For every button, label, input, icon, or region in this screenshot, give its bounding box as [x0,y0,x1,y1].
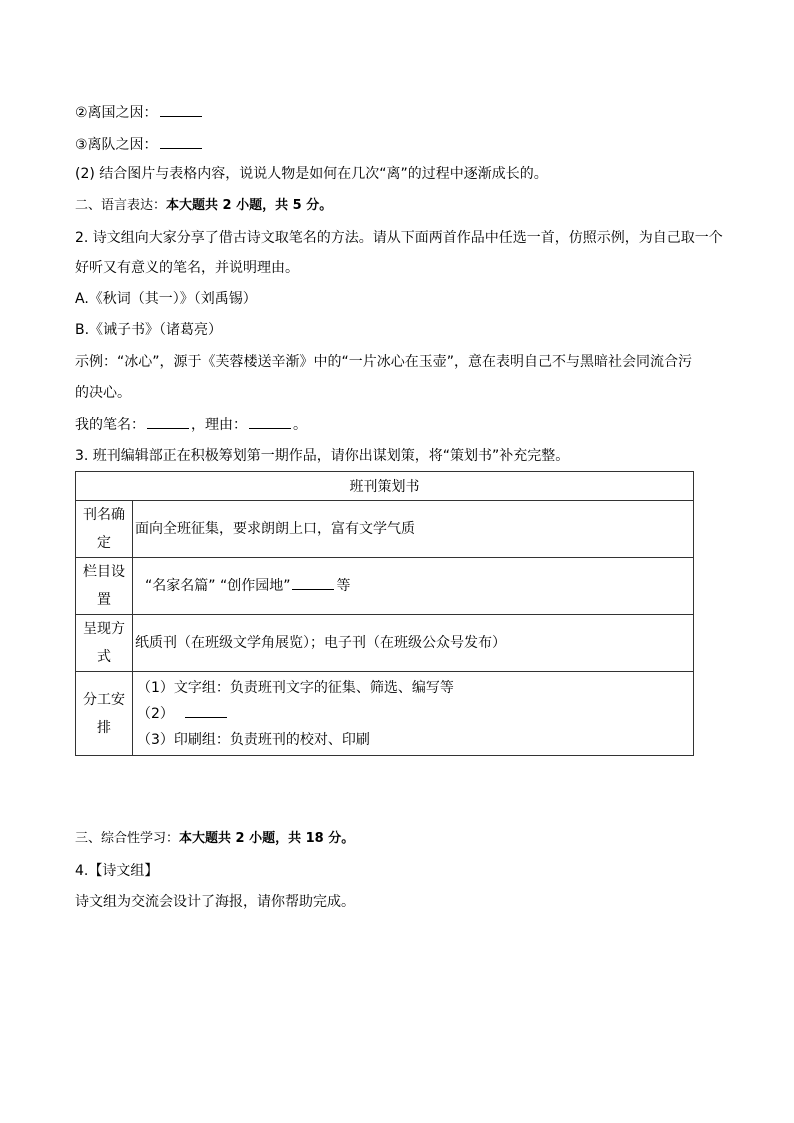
table-row [76,672,694,756]
section3-title-prefix: 三、综合性学习： [75,831,180,846]
division-blank[interactable] [185,703,227,718]
q2-example-line1: 示例：“冰心”，源于《芙蓉楼送辛渐》中的“一片冰心在玉壶”，意在表明自己不与黑暗社会同流合污 [75,354,693,370]
section2-title [75,196,332,216]
answer-blank[interactable] [160,102,202,117]
table-row [76,615,694,672]
plan-table [75,471,694,756]
reason-label: ，理由： [191,417,247,433]
pen-name-label: 我的笔名： [75,417,145,433]
row-label: 栏目设 置 [76,558,133,615]
q2-option-b: B.《诫子书》（诸葛亮） [75,322,223,338]
section2-title-bold: 本大题共 2 小题，共 5 分。 [166,198,333,213]
section3-title-bold: 本大题共 2 小题，共 18 分。 [179,831,355,846]
row-label: 呈现方 式 [76,615,133,672]
q1-sub2: (2) 结合图片与表格内容，说说人物是如何在几次“离”的过程中逐渐成长的。 [75,166,548,182]
q4-title: 4.【诗文组】 [75,863,159,879]
q4-text: 诗文组为交流会设计了海报，请你帮助完成。 [75,894,355,910]
table-row [76,558,694,615]
q2-example-line2: 的决心。 [75,385,131,401]
q1-item-3 [75,134,204,155]
row-label: 分工安 排 [76,672,133,756]
answer-blank[interactable] [160,134,202,149]
q2-answer-line [75,414,307,435]
reason-blank[interactable] [249,414,291,429]
answer-end: 。 [293,417,307,433]
section2-title-prefix: 二、语言表达： [75,198,167,213]
plan-table-title: 班刊策划书 [76,472,694,501]
q1-item-2 [75,102,204,123]
division-item-1: （1）文字组：负责班刊文字的征集、筛选、编写等 [137,679,454,696]
row-value: 面向全班征集，要求朗朗上口，富有文学气质 [133,501,694,558]
q2-line1: 2. 诗文组向大家分享了借古诗文取笔名的方法。请从下面两首作品中任选一首，仿照示例，为自己取一个 [75,230,723,246]
pen-name-blank[interactable] [147,414,189,429]
q1-item-2-label: ②离国之因： [75,105,158,121]
q1-item-3-label: ③离队之因： [75,137,158,153]
division-item-2: （2） [137,701,693,727]
table-row [76,501,694,558]
section3-title [75,829,354,849]
row-value: 纸质刊（在班级文学角展览）；电子刊（在班级公众号发布） [133,615,694,672]
division-item-3: （3）印刷组：负责班刊的校对、印刷 [137,731,370,748]
row-label: 刊名确 定 [76,501,133,558]
row-value: “名家名篇” “创作园地” 等 [133,558,694,615]
q3-intro: 3. 班刊编辑部正在积极筹划第一期作品，请你出谋划策，将“策划书”补充完整。 [75,448,570,464]
row-value [133,672,694,756]
column-blank[interactable] [292,575,334,590]
q2-line2: 好听又有意义的笔名，并说明理由。 [75,260,299,276]
q2-option-a: A.《秋词（其一）》（刘禹锡） [75,291,257,307]
